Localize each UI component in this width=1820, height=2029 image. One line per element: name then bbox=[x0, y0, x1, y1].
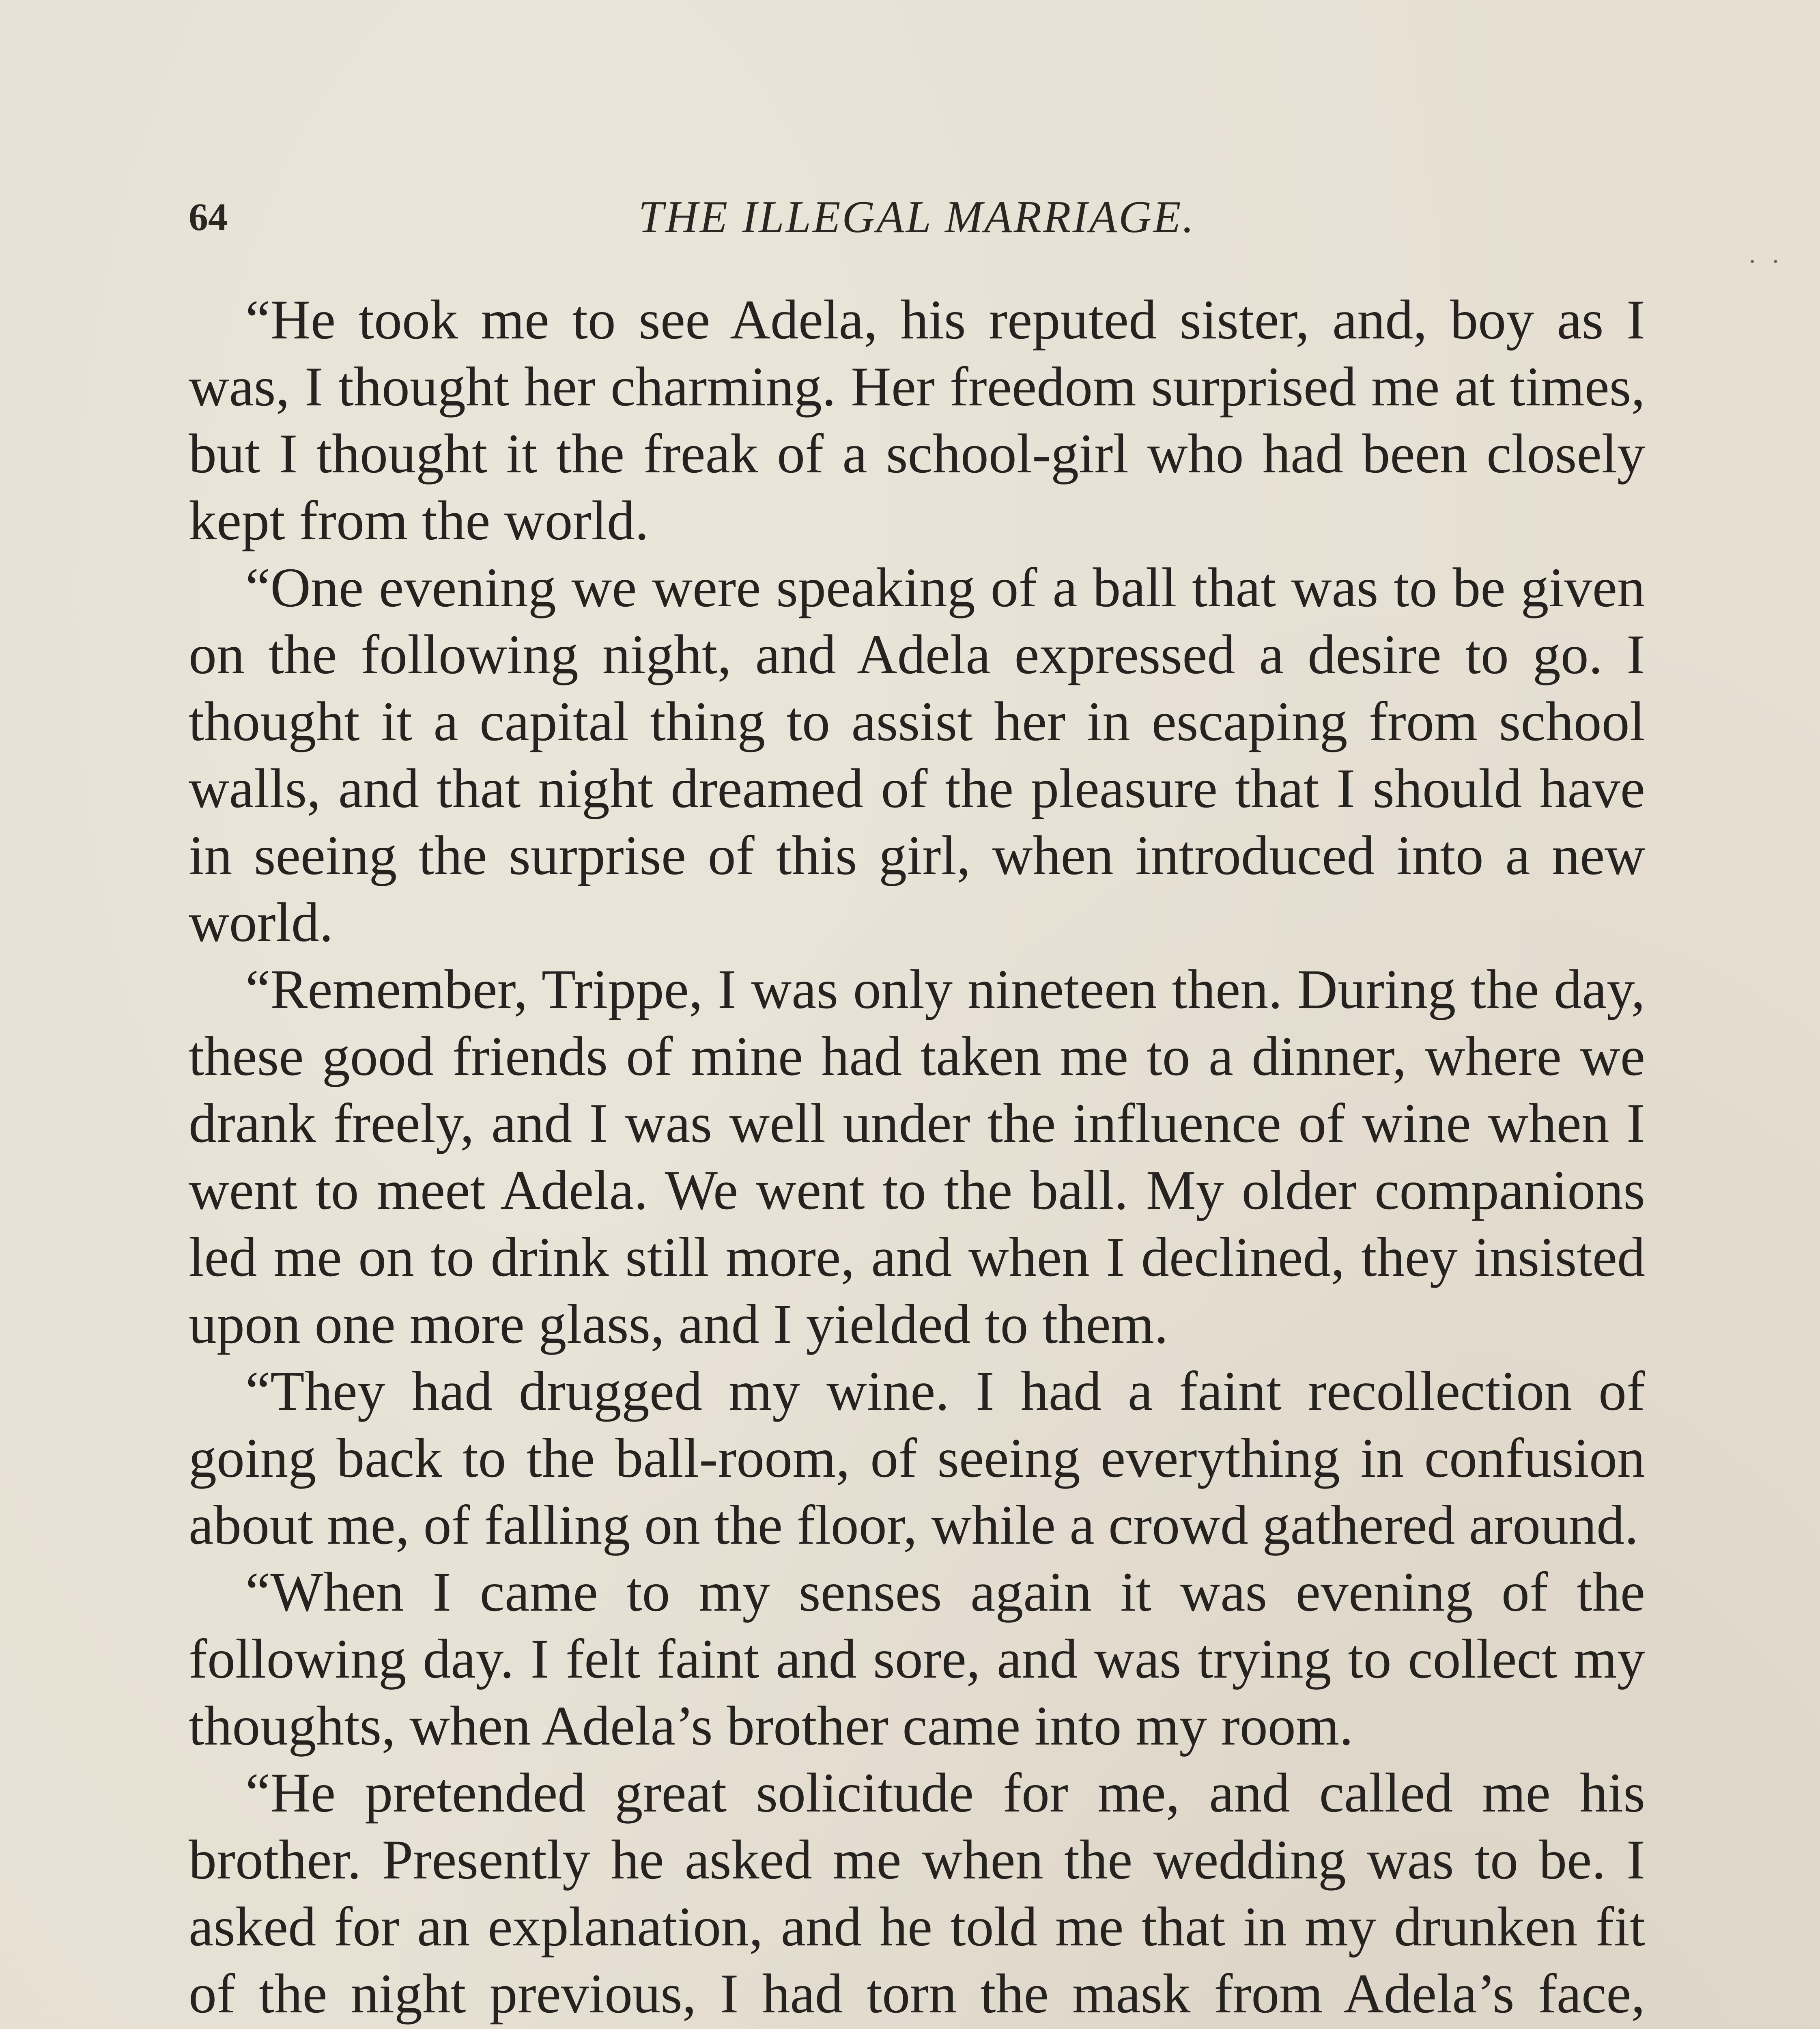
paragraph: “When I came to my senses again it was evening of the following day. I felt faint and sore, and was trying to collect my thoughts, when Adela’s brother came into my room. bbox=[189, 1561, 1645, 1757]
paragraph: “He took me to see Adela, his reputed sister, and, boy as I was, I thought her charming. Her freedom surprised me at times, but I thought it the freak of a school-girl who had been closely kept from the world. bbox=[189, 289, 1645, 551]
paragraph: “They had drugged my wine. I had a faint recollection of going back to the ball-room, of seeing everything in confusion about me, of falling on the floor, while a crowd gathered around. bbox=[189, 1360, 1645, 1556]
page-number: 64 bbox=[189, 195, 228, 239]
paragraph: “One evening we were speaking of a ball that was to be given on the following night, and Adela expressed a desire to go. I thought it a capital thing to assist her in escaping from school walls, and that night dreamed of the pleasure that I should have in seeing the surprise of this girl, when introduced into a new world. bbox=[189, 556, 1645, 953]
paragraph: “He pretended great solicitude for me, and called me his brother. Presently he asked me when the wedding was to be. I asked for an explanation, and he told me that in my drunken fit of the night previous, I had torn the mask from Adela’s face, bbox=[189, 1762, 1645, 2025]
paragraph: “Remember, Trippe, I was only nineteen then. During the day, these good friends of mine had taken me to a dinner, where we drank freely, and I was well under the influence of wine when I went to meet Adela. We went to the ball. My older companions led me on to drink still more, and when I declined, they insisted upon one more glass, and I yielded to them. bbox=[189, 958, 1645, 1355]
paper-speck-icon: · · bbox=[1748, 248, 1779, 276]
running-title: THE ILLEGAL MARRIAGE. bbox=[638, 192, 1196, 242]
running-header bbox=[189, 191, 1645, 243]
body-text bbox=[189, 286, 1645, 2029]
